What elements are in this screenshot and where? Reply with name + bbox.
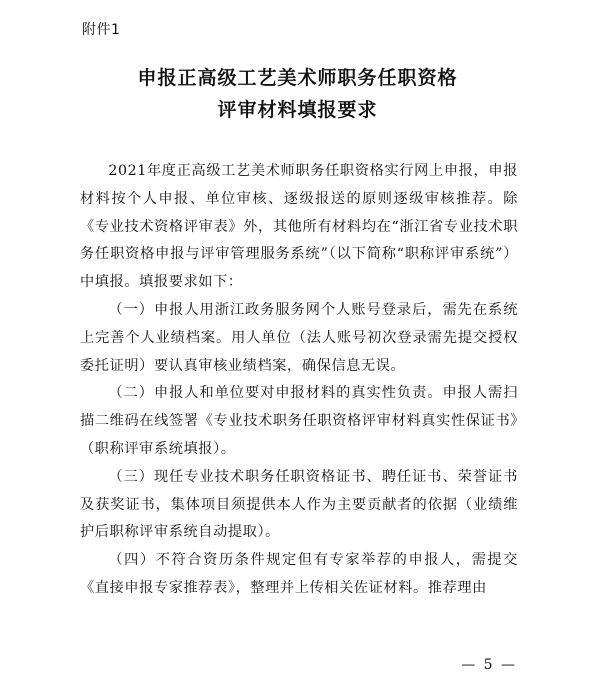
- title-line-1: 申报正高级工艺美术师职务任职资格: [137, 67, 458, 89]
- intro-paragraph: 2021年度正高级工艺美术师职务任职资格实行网上申报，申报材料按个人申报、单位审核、逐级报送的原则逐级审核推荐。除《专业技术资格评审表》外，其他所有材料均在“浙江省专业技术职务任职资格申报与评审管理服务系统”（以下简称“职称评审系统”）中填报。填报要求如下：: [80, 163, 518, 291]
- requirement-2-paragraph: （二）申报人和单位要对申报材料的真实性负责。申报人需扫描二维码在线签署《专业技术职务任职资格评审材料真实性保证书》（职称评审系统填报）。: [80, 385, 518, 457]
- attachment-label: 附件1: [82, 22, 121, 38]
- document-title: [60, 62, 535, 126]
- page-number: — 5 —: [461, 657, 517, 673]
- requirement-1-paragraph: （一）申报人用浙江政务服务网个人账号登录后，需先在系统上完善个人业绩档案。用人单位（法人账号初次登录需先提交授权委托证明）要认真审核业绩档案，确保信息无误。: [80, 301, 518, 374]
- document-body: [80, 158, 518, 603]
- requirement-4-paragraph: （四）不符合资历条件规定但有专家举荐的申报人，需提交《直接申报专家推荐表》，整理并上传相关佐证材料。推荐理由: [80, 552, 518, 596]
- title-line-2: 评审材料填报要求: [217, 99, 378, 121]
- requirement-3-paragraph: （三）现任专业技术职务任职资格证书、聘任证书、荣誉证书及获奖证书，集体项目须提供本人作为主要贡献者的依据（业绩维护后职称评审系统自动提取）。: [80, 468, 518, 541]
